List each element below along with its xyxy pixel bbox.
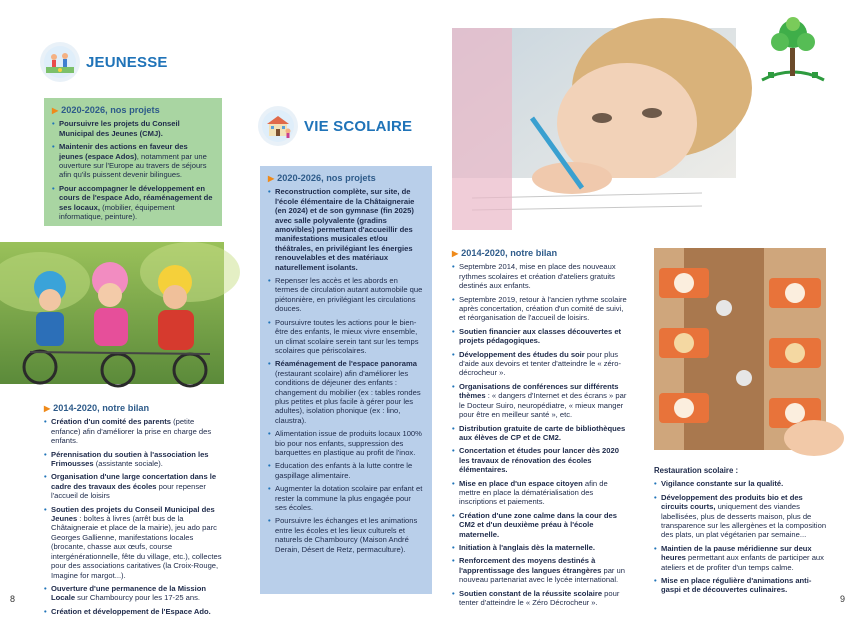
vie-scolaire-projects-title: 2020-2026, nos projets xyxy=(277,173,376,183)
jeunesse-projects-box xyxy=(44,98,222,226)
list-item: • Poursuivre les projets du Conseil Municipal des Jeunes (CMJ). xyxy=(52,119,213,138)
list-item: • Augmenter la dotation scolaire par enfant et rester la commune la plus engagée pour ses écoles. xyxy=(268,484,423,512)
vie-scolaire-bilan-list xyxy=(452,262,628,607)
arrow-right-icon: ▶ xyxy=(268,174,275,183)
list-item: • Septembre 2019, retour à l'ancien rythme scolaire après concertation, création d'un comité de suivi, et réorganisation de l'accueil de loisirs. xyxy=(452,295,628,323)
list-item: • Création d'une zone calme dans la cour des CM2 et d'un deuxième préau à l'école maternelle. xyxy=(452,511,628,539)
list-item: • Soutien constant de la réussite scolaire pour tenter d'atteindre le « Zéro Décrocheur ». xyxy=(452,589,628,608)
list-item: • Concertation et études pour lancer dès 2020 les travaux de rénovation des écoles élémentaires. xyxy=(452,446,628,474)
vie-scolaire-bilan xyxy=(452,249,628,611)
list-item: • Maintenir des actions en faveur des jeunes (espace Ados), notamment par une ouverture sur l'Europe au travers de séjours afin qu'ils puissent devenir bilingues. xyxy=(52,142,213,180)
school-building-icon xyxy=(258,106,298,146)
list-item: • Développement des produits bio et des circuits courts, uniquement des viandes labellisées, plus de desserts maison, plus de transparence sur les allergènes et la composition des plats, un plat végétarien par semaine... xyxy=(654,493,828,540)
list-item: • Initiation à l'anglais dès la maternelle. xyxy=(452,543,628,552)
restauration-title: Restauration scolaire : xyxy=(654,466,739,475)
jeunesse-header xyxy=(40,42,168,82)
tree-logo-icon xyxy=(760,14,826,86)
jeunesse-projects-title: 2020-2026, nos projets xyxy=(61,105,160,115)
list-item: • Création et développement de l'Espace Ado. xyxy=(44,607,224,616)
list-item: • Pérennisation du soutien à l'association les Frimousses (assistante sociale). xyxy=(44,450,224,469)
jeunesse-projects-heading xyxy=(52,106,213,115)
child-writing-photo xyxy=(452,28,736,230)
jeunesse-projects-list xyxy=(52,119,213,221)
list-item: • Pour accompagner le développement en cours de l'espace Ado, réaménagement de ses locaux, (mobilier, équipement informatique, peinture). xyxy=(52,184,213,222)
list-item: • Organisations de conférences sur différents thèmes : « dangers d'Internet et des écrans » par le Docteur Suiro, neuropédiatre, « mieux manger pour être en meilleur santé », etc. xyxy=(452,382,628,420)
jeunesse-bilan-title: 2014-2020, notre bilan xyxy=(53,403,150,413)
children-playing-icon xyxy=(40,42,80,82)
list-item: • Développement des études du soir pour plus d'aide aux devoirs et tenter d'atteindre le « zéro-décrocheur ». xyxy=(452,350,628,378)
arrow-right-icon: ▶ xyxy=(452,249,459,258)
list-item: • Poursuivre toutes les actions pour le bien-être des enfants, le mieux vivre ensemble, un climat scolaire serein tant sur les temps scolaires que périscolaires. xyxy=(268,318,423,356)
vie-scolaire-projects-list xyxy=(268,187,423,554)
arrow-right-icon: ▶ xyxy=(44,404,51,413)
jeunesse-title: JEUNESSE xyxy=(86,53,168,71)
list-item: • Ouverture d'une permanence de la Mission Locale sur Chambourcy pour les 17-25 ans. xyxy=(44,584,224,603)
restauration-list xyxy=(654,479,828,594)
list-item: • Organisation d'une large concertation dans le cadre des travaux des écoles pour repenser l'accueil de loisirs xyxy=(44,472,224,500)
jeunesse-bilan-heading xyxy=(44,404,224,413)
vie-scolaire-projects-box xyxy=(260,166,432,594)
list-item: • Réaménagement de l'espace panorama (restaurant scolaire) afin d'améliorer les conditions de déjeuner des enfants : changement du mobilier (ex : tables rondes plus petites et plus facile à gérer pour les adultes), isolation phonique (ex : lino, claustra). xyxy=(268,359,423,425)
list-item: • Distribution gratuite de carte de bibliothèques aux élèves de CP et de CM2. xyxy=(452,424,628,443)
list-item: • Poursuivre les échanges et les animations entre les écoles et les lieux culturels et naturels de Chambourcy (Maison André Derain, Désert de Retz, permaculture). xyxy=(268,516,423,554)
vie-scolaire-bilan-title: 2014-2020, notre bilan xyxy=(461,248,558,258)
restauration-section xyxy=(654,466,828,599)
list-item: • Vigilance constante sur la qualité. xyxy=(654,479,828,488)
arrow-right-icon: ▶ xyxy=(52,106,59,115)
page-number-right: 9 xyxy=(840,594,846,604)
list-item: • Soutien financier aux classes découvertes et projets pédagogiques. xyxy=(452,327,628,346)
jeunesse-bilan-list xyxy=(44,417,224,616)
school-canteen-photo xyxy=(654,248,826,450)
vie-scolaire-projects-heading xyxy=(268,174,423,183)
jeunesse-bilan xyxy=(44,404,224,620)
list-item: • Soutien des projets du Conseil Municipal des Jeunes : boîtes à livres (arrêt bus de la Châtaigneraie et place de la mairie), jeu ado parc Georges Gallienne, manifestations locales (brocante, chasse aux œufs, course intergénérationnelle, fête du village, etc.), collectes pour des associations caritatives (la Croix-Rouge, Imagine for margot...). xyxy=(44,505,224,580)
list-item: • Maintien de la pause méridienne sur deux heures permettant aux enfants de participer aux ateliers et de profiter d'un temps calme. xyxy=(654,544,828,572)
list-item: • Création d'un comité des parents (petite enfance) afin d'améliorer la prise en charge des enfants. xyxy=(44,417,224,445)
list-item: • Mise en place régulière d'animations anti-gaspi et de découvertes culinaires. xyxy=(654,576,828,595)
vie-scolaire-title: VIE SCOLAIRE xyxy=(304,117,413,135)
list-item: • Alimentation issue de produits locaux 100% bio pour nos enfants, suppression des barquettes en plastique au profit de l'inox. xyxy=(268,429,423,457)
list-item: • Repenser les accès et les abords en termes de circulation autant automobile que piétonnière, en privilégiant les circulations douces. xyxy=(268,276,423,314)
list-item: • Renforcement des moyens destinés à l'apprentissage des langues étrangères par un nouveau partenariat avec le lycée international. xyxy=(452,556,628,584)
page-number-left: 8 xyxy=(10,594,16,604)
list-item: • Mise en place d'un espace citoyen afin de mettre en place la dématérialisation des inscriptions et paiements. xyxy=(452,479,628,507)
list-item: • Reconstruction complète, sur site, de l'école élémentaire de la Châtaigneraie (en 2024) et de son gymnase (fin 2025) avec salle polyvalente (gradins amovibles) permettant d'accueillir des manifestations musicales et/ou théâtrales, en privilégiant les énergies renouvelables et des matériaux naturellement isolants. xyxy=(268,187,423,272)
list-item: • Septembre 2014, mise en place des nouveaux rythmes scolaires et création d'ateliers gratuits destinés aux enfants. xyxy=(452,262,628,290)
children-cycling-photo xyxy=(0,242,224,384)
vie-scolaire-header xyxy=(258,106,412,146)
vie-scolaire-bilan-heading xyxy=(452,249,628,258)
list-item: • Education des enfants à la lutte contre le gaspillage alimentaire. xyxy=(268,461,423,480)
